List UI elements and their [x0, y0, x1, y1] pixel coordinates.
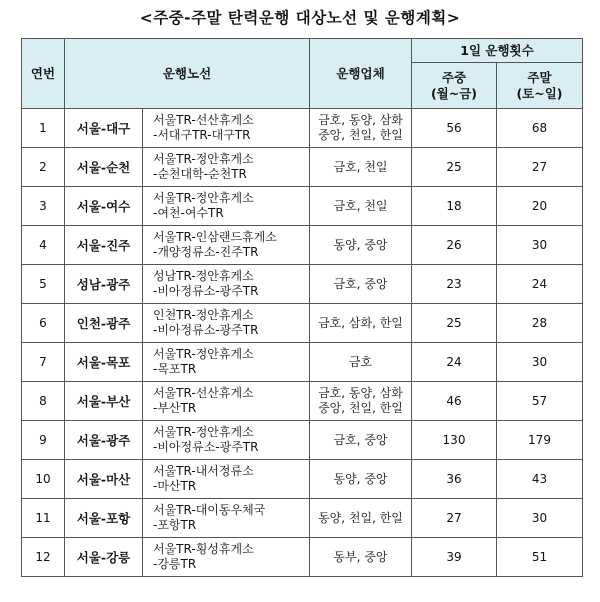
row-weekend-count: 30 — [497, 226, 583, 265]
row-operators: 금호, 동양, 삼화 중앙, 천일, 한일 — [310, 109, 412, 148]
table-row — [22, 499, 583, 538]
row-number: 10 — [22, 460, 65, 499]
route-table — [21, 38, 583, 577]
header-route: 운행노선 — [65, 39, 310, 109]
table-row — [22, 226, 583, 265]
row-city-pair: 서울-부산 — [65, 382, 143, 421]
row-operators: 금호, 중앙 — [310, 421, 412, 460]
row-operators: 금호 — [310, 343, 412, 382]
table-row — [22, 382, 583, 421]
row-weekday-count: 18 — [412, 187, 497, 226]
row-operators: 금호, 중앙 — [310, 265, 412, 304]
row-number: 12 — [22, 538, 65, 577]
row-route: 서울TR-선산휴게소 -서대구TR-대구TR — [143, 109, 310, 148]
row-weekday-count: 56 — [412, 109, 497, 148]
header-daily-count: 1일 운행횟수 — [412, 39, 583, 63]
row-number: 2 — [22, 148, 65, 187]
row-weekend-count: 24 — [497, 265, 583, 304]
row-number: 4 — [22, 226, 65, 265]
header-weekend: 주말 (토~일) — [497, 63, 583, 109]
row-weekend-count: 30 — [497, 499, 583, 538]
row-weekday-count: 39 — [412, 538, 497, 577]
row-number: 8 — [22, 382, 65, 421]
table-row — [22, 265, 583, 304]
row-weekday-count: 24 — [412, 343, 497, 382]
row-route: 서울TR-정안휴게소 -목포TR — [143, 343, 310, 382]
row-weekday-count: 25 — [412, 304, 497, 343]
row-route: 서울TR-정안휴게소 -순천대학-순천TR — [143, 148, 310, 187]
row-operators: 동양, 천일, 한일 — [310, 499, 412, 538]
row-weekend-count: 57 — [497, 382, 583, 421]
row-route: 서울TR-내서정류소 -마산TR — [143, 460, 310, 499]
row-weekend-count: 68 — [497, 109, 583, 148]
table-row — [22, 148, 583, 187]
header-no: 연번 — [22, 39, 65, 109]
row-weekend-count: 20 — [497, 187, 583, 226]
row-number: 9 — [22, 421, 65, 460]
row-number: 1 — [22, 109, 65, 148]
row-city-pair: 성남-광주 — [65, 265, 143, 304]
row-city-pair: 서울-포항 — [65, 499, 143, 538]
row-operators: 동부, 중앙 — [310, 538, 412, 577]
row-city-pair: 서울-강릉 — [65, 538, 143, 577]
row-number: 6 — [22, 304, 65, 343]
table-row — [22, 538, 583, 577]
row-route: 성남TR-정안휴게소 -비아정류소-광주TR — [143, 265, 310, 304]
row-weekday-count: 36 — [412, 460, 497, 499]
row-city-pair: 인천-광주 — [65, 304, 143, 343]
row-city-pair: 서울-대구 — [65, 109, 143, 148]
row-number: 5 — [22, 265, 65, 304]
row-weekend-count: 28 — [497, 304, 583, 343]
row-number: 11 — [22, 499, 65, 538]
row-operators: 금호, 동양, 삼화 중앙, 천일, 한일 — [310, 382, 412, 421]
row-weekend-count: 51 — [497, 538, 583, 577]
header-operator: 운행업체 — [310, 39, 412, 109]
table-row — [22, 187, 583, 226]
page-title: <주중-주말 탄력운행 대상노선 및 운행계획> — [139, 9, 461, 27]
row-number: 3 — [22, 187, 65, 226]
row-city-pair: 서울-여수 — [65, 187, 143, 226]
row-city-pair: 서울-순천 — [65, 148, 143, 187]
table-row — [22, 109, 583, 148]
row-number: 7 — [22, 343, 65, 382]
table-row — [22, 421, 583, 460]
row-route: 서울TR-횡성휴게소 -강릉TR — [143, 538, 310, 577]
row-route: 서울TR-선산휴게소 -부산TR — [143, 382, 310, 421]
table-row — [22, 343, 583, 382]
row-operators: 금호, 삼화, 한일 — [310, 304, 412, 343]
row-operators: 금호, 천일 — [310, 187, 412, 226]
table-row — [22, 304, 583, 343]
row-route: 서울TR-정안휴게소 -여천-여수TR — [143, 187, 310, 226]
row-route: 서울TR-정안휴게소 -비아정류소-광주TR — [143, 421, 310, 460]
row-route: 인천TR-정안휴게소 -비아정류소-광주TR — [143, 304, 310, 343]
table-row — [22, 460, 583, 499]
row-weekend-count: 43 — [497, 460, 583, 499]
row-route: 서울TR-인삼랜드휴게소 -개양정류소-진주TR — [143, 226, 310, 265]
row-operators: 동양, 중앙 — [310, 460, 412, 499]
row-weekday-count: 26 — [412, 226, 497, 265]
row-city-pair: 서울-마산 — [65, 460, 143, 499]
row-city-pair: 서울-목포 — [65, 343, 143, 382]
row-weekday-count: 130 — [412, 421, 497, 460]
row-city-pair: 서울-광주 — [65, 421, 143, 460]
row-route: 서울TR-대이동우체국 -포항TR — [143, 499, 310, 538]
row-weekday-count: 27 — [412, 499, 497, 538]
row-weekday-count: 46 — [412, 382, 497, 421]
header-weekday: 주중 (월~금) — [412, 63, 497, 109]
row-city-pair: 서울-진주 — [65, 226, 143, 265]
row-weekday-count: 23 — [412, 265, 497, 304]
row-weekend-count: 27 — [497, 148, 583, 187]
row-weekend-count: 30 — [497, 343, 583, 382]
row-weekday-count: 25 — [412, 148, 497, 187]
row-weekend-count: 179 — [497, 421, 583, 460]
row-operators: 금호, 천일 — [310, 148, 412, 187]
row-operators: 동양, 중앙 — [310, 226, 412, 265]
table-body — [22, 109, 583, 577]
